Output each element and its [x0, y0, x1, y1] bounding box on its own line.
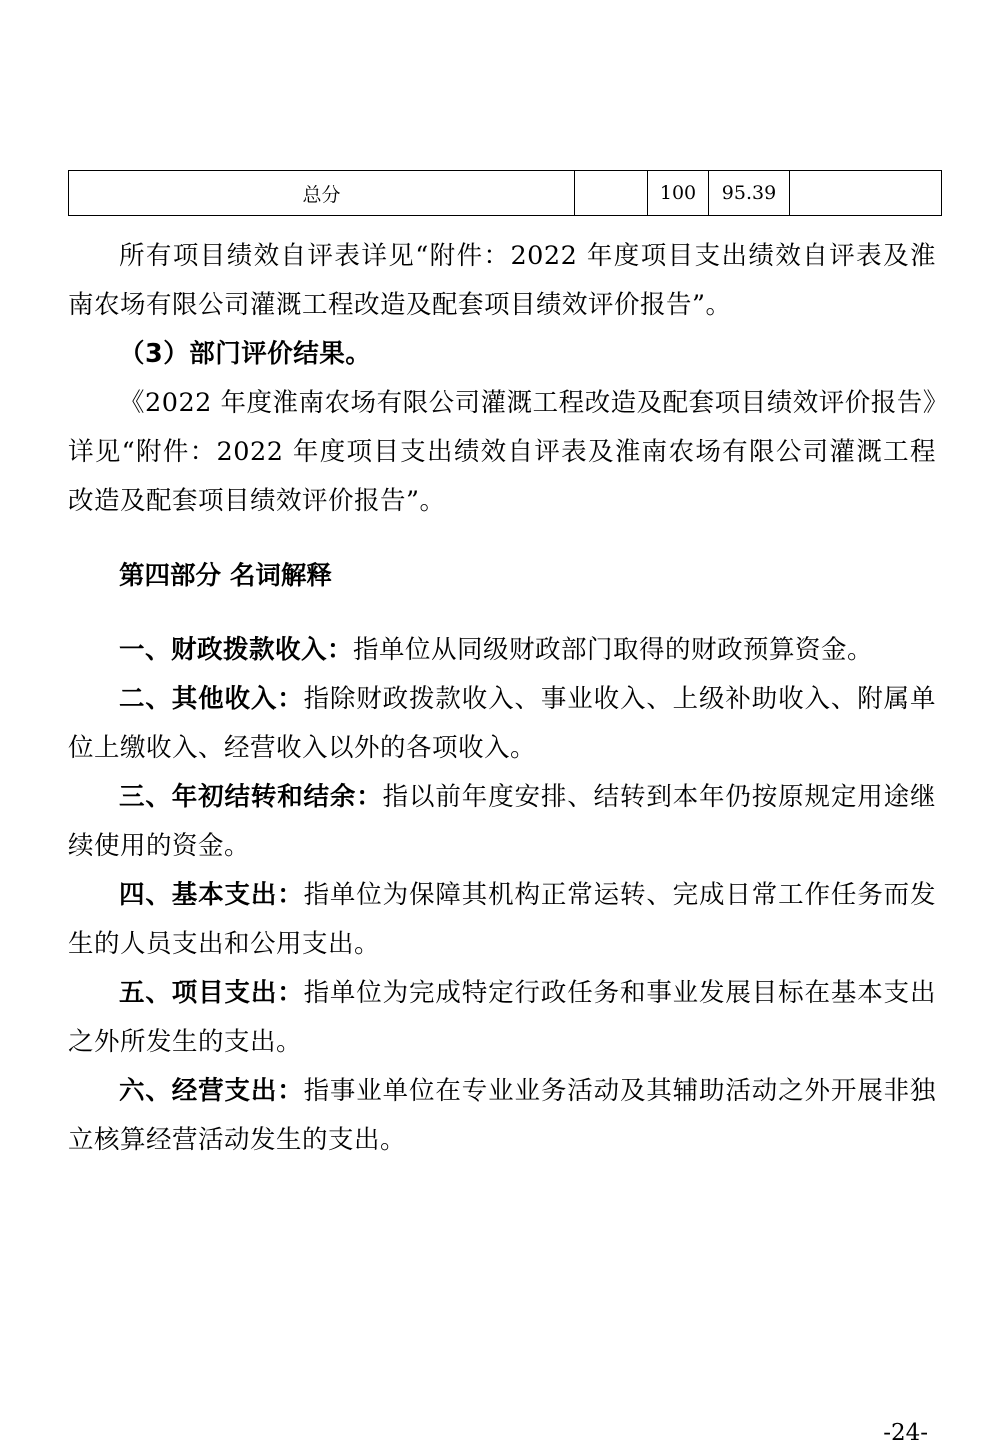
score-table — [68, 170, 942, 216]
term-item-2 — [68, 675, 936, 773]
term-item-5 — [68, 969, 936, 1067]
term-body: 指除财政拨款收入、事业收入、上级补助收入、附属单位上缴收入、经营收入以外的各项收入。 — [68, 684, 936, 763]
table-row — [69, 171, 942, 216]
term-body: 指单位从同级财政部门取得的财政预算资金。 — [353, 635, 874, 665]
spacer — [68, 216, 936, 232]
term-heading: 四、基本支出： — [119, 880, 304, 910]
term-item-6 — [68, 1067, 936, 1165]
section-title-part-four: 第四部分 名词解释 — [119, 560, 332, 591]
term-item-1 — [68, 626, 936, 675]
page-number: -24- — [883, 1420, 928, 1446]
table-cell-label: 总分 — [69, 171, 575, 216]
term-heading: 一、财政拨款收入： — [119, 635, 354, 665]
term-heading: 六、经营支出： — [119, 1076, 304, 1106]
paragraph-dept-evaluation-body: 《2022 年度淮南农场有限公司灌溉工程改造及配套项目绩效评价报告》详见“附件：2022 年度项目支出绩效自评表及淮南农场有限公司灌溉工程改造及配套项目绩效评价报告”。 — [68, 388, 936, 516]
table-cell-score: 95.39 — [709, 171, 790, 216]
table-cell-weight: 100 — [648, 171, 709, 216]
table-cell-remark — [790, 171, 942, 216]
term-body: 指单位为保障其机构正常运转、完成日常工作任务而发生的人员支出和公用支出。 — [68, 880, 936, 959]
paragraph-dept-evaluation-heading: （3）部门评价结果。 — [119, 339, 372, 369]
term-body: 指事业单位在专业业务活动及其辅助活动之外开展非独立核算经营活动发生的支出。 — [68, 1076, 936, 1155]
term-body: 指单位为完成特定行政任务和事业发展目标在基本支出之外所发生的支出。 — [68, 978, 936, 1057]
term-item-4 — [68, 871, 936, 969]
term-item-3 — [68, 773, 936, 871]
term-heading: 三、年初结转和结余： — [119, 782, 383, 812]
page-content — [68, 170, 936, 1446]
term-heading: 二、其他收入： — [119, 684, 304, 714]
term-heading: 五、项目支出： — [119, 978, 304, 1008]
term-body: 指以前年度安排、结转到本年仍按原规定用途继续使用的资金。 — [68, 782, 936, 861]
paragraph-self-assessment-note: 所有项目绩效自评表详见“附件：2022 年度项目支出绩效自评表及淮南农场有限公司灌溉工程改造及配套项目绩效评价报告”。 — [68, 241, 936, 320]
table-cell-blank — [575, 171, 648, 216]
